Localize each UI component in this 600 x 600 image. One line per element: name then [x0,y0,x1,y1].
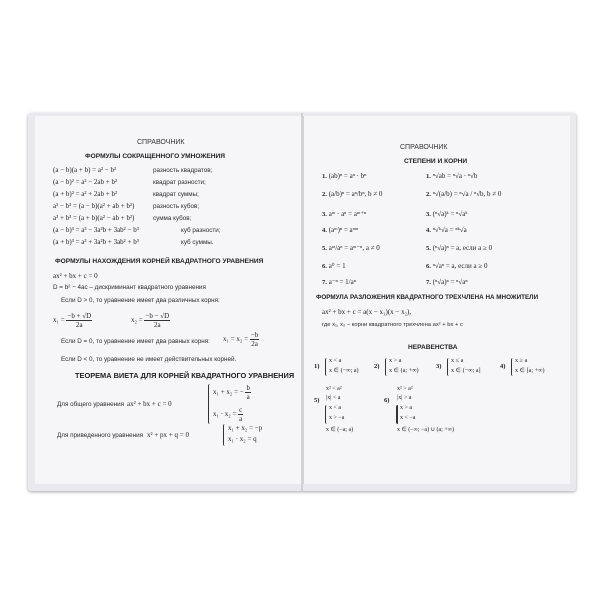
inequality-item: 5) [314,397,320,404]
inequality-step: |x| < a [326,395,341,401]
formula-row: (a + b)² = a² + 2ab + b² [53,190,118,198]
inequality-condition: x < a [329,357,342,364]
formula-name: сумма кубов; [153,215,192,222]
inequality-item: 4) [500,363,506,370]
power-rule: 4. (aᵐ)ⁿ = aᵐⁿ [322,226,359,234]
case-negative-text: Если D < 0, то уравнение не имеет действительных корней. [61,356,237,363]
quadratic-equation: ax² + bx + c = 0 [53,272,98,280]
root-rule: 7. (ⁿ√a)ⁿ = ⁿ√aⁿ [426,278,468,286]
root-rule: 5. (ⁿ√a)ⁿ = a, если a ≥ 0 [426,244,493,252]
inequality-solution: x ∈ [a; +∞) [515,367,545,374]
inequality-solution: x ∈ (−∞; a) [329,367,359,374]
inequality-solution: x ∈ (−a; a) [326,427,354,433]
reduced-equation: x² + px + q = 0 [147,431,189,439]
vieta-sum-formula: x₁ + x₂ = − $\frac{b}{a}$ [213,384,250,401]
inequality-item: 1) [314,363,320,370]
inequality-step: x < a [329,405,342,411]
vieta-product-formula: x₁ · x₂ = $\frac{c}{a}$ [213,406,243,423]
formula-row: (a − b)(a + b) = a² − b² [53,166,117,174]
inequality-step: x < −a [400,415,416,421]
inequality-item: 2) [374,363,380,370]
notebook [28,113,576,491]
inequality-solution: x ∈ (a; +∞) [389,367,419,374]
inequality-step: |x| > a [397,395,412,401]
equal-roots-formula: x₁ = x₂ = $\frac{-b}{2a}$ [223,331,259,348]
formula-name: разность квадратов; [153,167,213,174]
formula-name: разность кубов; [153,203,200,210]
general-equation-label: Для общего уравнения [57,401,125,408]
power-rule: 1. (ab)ⁿ = aⁿ · bⁿ [322,172,367,180]
formula-name: куб суммы. [181,239,214,246]
factorization-formula: ax² + bx + c = a(x − x₁)(x − x₂), [322,308,412,316]
vieta-title: ТЕОРЕМА ВИЕТА ДЛЯ КОРНЕЙ КВАДРАТНОГО УРАВНЕНИЯ [75,371,295,380]
inequality-item: 6) [384,397,390,404]
left-page [35,116,302,484]
inequality-step: x > −a [329,415,345,421]
reduced-sum-formula: x₁ + x₂ = −p [228,424,263,432]
inequalities-title: НЕРАВЕНСТВА [408,344,458,351]
quadratic-roots-title: ФОРМУЛЫ НАХОЖДЕНИЯ КОРНЕЙ КВАДРАТНОГО УРАВНЕНИЯ [55,258,264,265]
left-page-header: СПРАВОЧНИК [137,139,185,146]
inequality-solution: x ∈ (−∞; a] [451,367,481,374]
inequality-condition: x² < a² [326,386,342,392]
root-rule: 2. ⁿ√(a/b) = ⁿ√a / ⁿ√b, b ≠ 0 [426,190,502,198]
case-positive-text: Если D > 0, то уравнение имеет два различных корня: [61,297,220,304]
power-rule: 2. (a/b)ⁿ = aⁿ/bⁿ, b ≠ 0 [322,190,383,198]
root-x1-formula: x₁ = $\frac{-b + √D}{2a}$ [53,312,92,329]
power-rule: 6. a⁰ = 1 [322,262,346,270]
powers-roots-title: СТЕПЕНИ И КОРНИ [404,158,468,165]
root-rule: 6. ⁿ√aⁿ = a, если a ≥ 0 [426,262,488,270]
root-rule: 3. (ⁿ√a)ᵏ = ⁿ√aᵏ [426,210,468,218]
root-rule: 4. ⁿ√ᵏ√a = ⁿᵏ√a [426,226,467,234]
power-rule: 5. aᵐ/aⁿ = aᵐ⁻ⁿ, a ≠ 0 [322,244,380,252]
right-page [303,116,570,484]
formula-name: куб разности; [181,227,221,234]
inequality-condition: x ≥ a [515,357,528,364]
inequality-item: 3) [436,363,442,370]
formula-row: (a − b)³ = a³ − 3a²b + 3ab² − b³ [53,226,139,234]
factorization-note: где x₁, x₂ – корни квадратного трехчлена ax² + bx + c [322,322,463,328]
inequality-condition: x > a [389,357,402,364]
case-zero-text: Если D = 0, то уравнение имеет два равных корня: [61,338,210,345]
inequality-condition: x² > a² [397,386,413,392]
right-page-header: СПРАВОЧНИК [400,144,448,151]
formula-row: a³ − b³ = (a − b)(a² + ab + b²) [53,202,135,210]
formula-name: квадрат суммы; [153,191,199,198]
formula-row: (a + b)³ = a³ + 3a²b + 3ab² + b³ [53,238,139,246]
factorization-title: ФОРМУЛА РАЗЛОЖЕНИЯ КВАДРАТНОГО ТРЕХЧЛЕНА НА МНОЖИТЕЛИ [316,294,539,301]
formula-row: (a − b)² = a² − 2ab + b² [53,178,118,186]
power-rule: 7. a⁻ⁿ = 1/aⁿ [322,278,356,286]
reduced-equation-label: Для приведенного уравнения [57,432,144,439]
formula-row: a³ + b³ = (a + b)(a² − ab + b²) [53,214,135,222]
inequality-step: x > a [400,405,413,411]
formula-name: квадрат разности; [153,179,206,186]
discriminant-text: D = b² − 4ac – дискриминант квадратного уравнения [53,284,206,291]
power-rule: 3. aᵐ · aⁿ = aᵐ⁺ⁿ [322,210,367,218]
reduced-product-formula: x₁ · x₂ = q [228,435,257,443]
general-equation: ax² + bx + c = 0 [127,400,172,408]
inequality-condition: x ≤ a [451,357,464,364]
inequality-solution: x ∈ (−∞; −a) ∪ (a; +∞) [397,427,454,433]
root-x2-formula: x₂ = $\frac{-b - √D}{2a}$ [131,312,170,329]
root-rule: 1. ⁿ√ab = ⁿ√a · ⁿ√b [426,172,478,180]
short-multiplication-title: ФОРМУЛЫ СОКРАЩЕННОГО УМНОЖЕНИЯ [85,153,226,160]
